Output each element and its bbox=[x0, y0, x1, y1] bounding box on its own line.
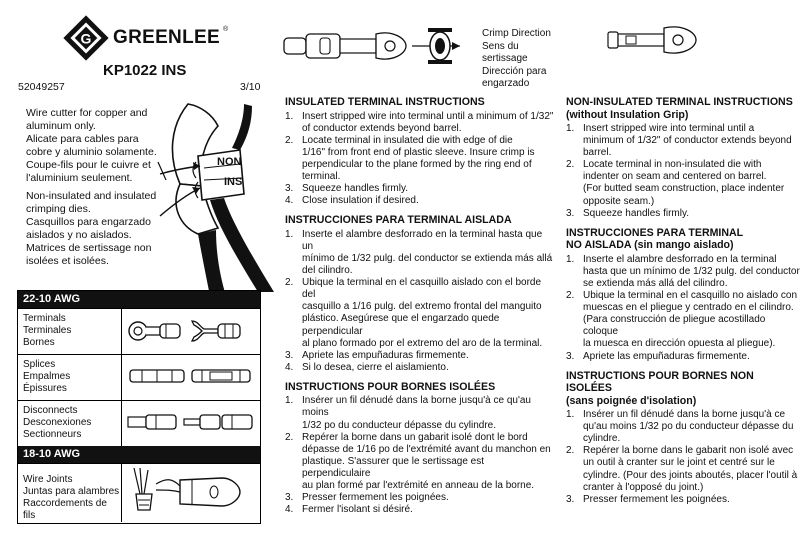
ring-fork-terminal-icon bbox=[122, 309, 258, 353]
step-line: 1/32 po du conducteur dépasse du cylindre. bbox=[302, 419, 497, 431]
title-line: INSTRUCTIONS POUR BORNES NON ISOLÉES bbox=[566, 369, 754, 395]
list-item: 3. Squeeze handles firmly. bbox=[566, 208, 802, 220]
noninsulated-fr-title bbox=[566, 370, 802, 408]
intro-line: isolées et isolées. bbox=[26, 255, 109, 267]
row-label-line: Bornes bbox=[23, 337, 55, 348]
splices-illustration bbox=[122, 355, 260, 400]
list-item: 2. Repérer la borne dans le gabarit non isolé avec un outil à cranter sur le joint et centré sur le cylindre. (Pour des joints aboutés, placer l'outil à cranter à l'opposé du joint.) bbox=[566, 445, 802, 493]
crimp-direction-line: sertissage bbox=[482, 53, 528, 64]
step-line: casquillo a 1/16 pulg. del extremo frontal del manguito bbox=[302, 301, 542, 313]
awg-band-22-10: 22-10 AWG bbox=[18, 291, 260, 308]
crimp-direction-figure bbox=[280, 22, 480, 72]
ins-die-label: INS bbox=[224, 176, 243, 188]
table-row bbox=[18, 308, 260, 354]
list-item: 1. Insert stripped wire into terminal until a minimum of 1/32" of conductor extends beyond barrel. bbox=[285, 110, 554, 134]
step-line: of conductor extends beyond barrel. bbox=[302, 122, 462, 134]
wire-joint-connector-icon bbox=[122, 464, 258, 520]
insulated-en-title: INSULATED TERMINAL INSTRUCTIONS bbox=[285, 96, 485, 108]
intro-line: l'aluminium seulement. bbox=[26, 172, 133, 184]
step-line: Locate terminal in insulated die with edge of die bbox=[302, 134, 513, 146]
step-line: la muesca en dirección opuesta al pliegue). bbox=[583, 338, 776, 350]
crimp-direction-line: Crimp Direction bbox=[482, 28, 551, 39]
list-item: 2. Repérer la borne dans un gabarit isolé dont le bord dépasse de 1/16 po de l'extrémité avant du manchon en plastique. S'assurer que le sertissage est perpendiculaire au plan formé par l'extrémité en anneau de la borne. bbox=[285, 432, 555, 492]
crimp-direction-line: Sens du bbox=[482, 40, 519, 52]
list-item: 2. Ubique la terminal en el casquillo no aislado con muescas en el pliegue y centrado en el cilindro. (Para construcción de pliegue acostillado coloque la muesca en dirección opuesta al pliegue). bbox=[566, 290, 802, 350]
crimp-direction-label bbox=[482, 28, 551, 91]
intro-line: aislados y no aislados. bbox=[26, 229, 132, 241]
list-item: 3. Apriete las empuñaduras firmemente. bbox=[566, 351, 802, 363]
step-line: Locate terminal in non-insulated die with bbox=[583, 159, 762, 171]
step-line: cylindre. bbox=[583, 433, 621, 445]
step-line: Repérer la borne dans un gabarit isolé dont le bord bbox=[302, 431, 528, 443]
intro-line: Non-insulated and insulated bbox=[26, 190, 157, 202]
intro-line: cobre y aluminio solamente. bbox=[26, 146, 157, 158]
intro-line: Alicate para cables para bbox=[26, 133, 139, 145]
intro-line: Coupe-fils pour le cuivre et bbox=[26, 159, 151, 171]
step-line: plastique. S'assurer que le sertissage est perpendiculaire bbox=[302, 455, 485, 479]
step-line: Insert stripped wire into terminal until a bbox=[583, 123, 755, 134]
model-number: KP1022 INS bbox=[103, 62, 187, 79]
intro-line: aluminum only. bbox=[26, 120, 96, 132]
step-line: Inserte el alambre desforrado en la terminal hasta que un bbox=[302, 228, 543, 252]
intro-line: crimping dies. bbox=[26, 203, 91, 215]
crimp-direction-line: Dirección para bbox=[482, 65, 547, 77]
row-label-line: Empalmes bbox=[23, 371, 71, 382]
step-line: opposite seam.) bbox=[583, 195, 655, 207]
step-line: del cilindro. bbox=[302, 265, 353, 277]
row-label-line: Splices bbox=[23, 359, 56, 370]
step-line: se extienda más allá del cilindro. bbox=[583, 277, 728, 289]
noninsulated-es-title bbox=[566, 227, 802, 252]
list-item: 1. Insert stripped wire into terminal until a minimum of 1/32" of conductor extends beyond barrel. bbox=[566, 123, 802, 159]
step-line: au plan formé par l'extrémité en anneau de la borne. bbox=[302, 480, 535, 492]
list-item: 4. Si lo desea, cierre el aislamiento. bbox=[285, 362, 555, 374]
title-line: NON-INSULATED TERMINAL INSTRUCTIONS bbox=[566, 96, 793, 108]
awg-table bbox=[17, 290, 261, 524]
intro-line: Wire cutter for copper and bbox=[26, 107, 148, 119]
table-row bbox=[18, 463, 260, 522]
title-line: INSTRUCCIONES PARA TERMINAL bbox=[566, 226, 744, 239]
step-line: indenter on seam and centered on barrel. bbox=[583, 171, 767, 183]
step-line: Apriete las empuñaduras firmemente. bbox=[302, 349, 469, 361]
step-line: Si lo desea, cierre el aislamiento. bbox=[302, 361, 449, 373]
row-label-line: Desconexiones bbox=[23, 417, 92, 428]
step-line: Close insulation if desired. bbox=[302, 195, 419, 207]
brand-registered-mark: ® bbox=[223, 26, 229, 33]
list-item: 1. Inserte el alambre desforrado en la terminal hasta que un mínimo de 1/32 pulg. del conductor se extienda más allá del cilindro. bbox=[285, 229, 555, 277]
list-item: 2. Ubique la terminal en el casquillo aislado con el borde del casquillo a 1/16 pulg. del extremo frontal del manguito plástico. Asegúrese que el engarzado quede perpendicular al plano formado por el extremo del aro de la terminal. bbox=[285, 277, 555, 350]
quick-disconnect-icon bbox=[122, 401, 258, 445]
non-die-label: NON bbox=[217, 156, 242, 168]
step-line: un outil à cranter sur le joint et centré sur le bbox=[583, 457, 775, 469]
step-line: barrel. bbox=[583, 147, 612, 159]
brand-logo bbox=[58, 14, 238, 62]
row-label-line: Raccordements de fils bbox=[23, 498, 107, 521]
title-line: (without Insulation Grip) bbox=[566, 108, 689, 121]
insulated-fr-steps bbox=[285, 395, 555, 516]
title-line: (sans poignée d'isolation) bbox=[566, 394, 697, 407]
brand-name: GREENLEE bbox=[113, 27, 220, 48]
step-line: hasta que un mínimo de 1/32 pulg. del conductor bbox=[583, 265, 800, 277]
row-label-line: Terminals bbox=[23, 313, 66, 324]
step-line: Fermer l'isolant si désiré. bbox=[302, 504, 413, 516]
step-line: Squeeze handles firmly. bbox=[583, 207, 689, 219]
list-item: 1. Inserte el alambre desforrado en la terminal hasta que un mínimo de 1/32 pulg. del conductor se extienda más allá del cilindro. bbox=[566, 254, 802, 290]
intro-line: Matrices de sertissage non bbox=[26, 242, 152, 254]
step-line: Squeeze handles firmly. bbox=[302, 183, 408, 195]
step-line: muescas en el pliegue y centrado en el cilindro. bbox=[583, 302, 794, 314]
row-label bbox=[18, 464, 122, 522]
step-line: Insérer un fil dénudé dans la borne jusqu'à ce bbox=[583, 409, 786, 421]
list-item: 1. Insérer un fil dénudé dans la borne jusqu'à ce qu'au moins 1/32 po du conducteur dépasse du cylindre. bbox=[566, 409, 802, 445]
step-line: cylindre. (Pour des joints aboutés, placer l'outil à bbox=[583, 469, 798, 481]
step-line: al plano formado por el extremo del aro de la terminal. bbox=[302, 337, 543, 349]
terminals-illustration bbox=[122, 309, 260, 354]
table-row bbox=[18, 354, 260, 400]
list-item: 2. Locate terminal in non-insulated die with indenter on seam and centered on barrel. (For butted seam construction, place indenter opposite seam.) bbox=[566, 159, 802, 207]
list-item: 2. Locate terminal in insulated die with edge of die 1/16" from front end of plastic sleeve. Insure crimp is perpendicular to the plane formed by the ring end of terminal. bbox=[285, 135, 555, 183]
non-insulated-terminal-figure bbox=[604, 22, 724, 62]
step-line: minimum of 1/32" of conductor extends beyond bbox=[583, 135, 792, 147]
insulated-fr-title: INSTRUCTIONS POUR BORNES ISOLÉES bbox=[285, 380, 496, 393]
list-item: 3. Squeeze handles firmly. bbox=[285, 183, 555, 195]
insulated-es-steps bbox=[285, 229, 555, 374]
noninsulated-es-steps bbox=[566, 254, 802, 363]
insulated-en-steps bbox=[285, 111, 555, 208]
noninsulated-en-steps bbox=[566, 123, 802, 220]
list-item: 3. Apriete las empuñaduras firmemente. bbox=[285, 350, 555, 362]
part-number: 52049257 bbox=[18, 81, 65, 93]
awg-band-18-10: 18-10 AWG bbox=[18, 446, 260, 463]
list-item: 3. Presser fermement les poignées. bbox=[566, 494, 802, 506]
row-label-line: Wire Joints bbox=[23, 474, 73, 485]
row-label bbox=[18, 401, 122, 446]
step-line: (For butted seam construction, place indenter bbox=[583, 183, 785, 195]
list-item: 3. Presser fermement les poignées. bbox=[285, 492, 555, 504]
step-line: Insérer un fil dénudé dans la borne jusqu'à ce qu'au moins bbox=[302, 395, 531, 419]
insulated-es-title: INSTRUCCIONES PARA TERMINAL AISLADA bbox=[285, 214, 512, 227]
step-line: Repérer la borne dans le gabarit non isolé avec bbox=[583, 445, 794, 457]
step-line: perpendicular to the plane formed by the ring end of bbox=[302, 158, 532, 170]
row-label bbox=[18, 355, 122, 400]
revision-date: 3/10 bbox=[240, 81, 261, 93]
step-line: qu'au moins 1/32 po du conducteur dépasse du bbox=[583, 421, 794, 433]
list-item: 1. Insérer un fil dénudé dans la borne jusqu'à ce qu'au moins 1/32 po du conducteur dépasse du cylindre. bbox=[285, 395, 555, 431]
step-line: terminal. bbox=[302, 170, 341, 182]
table-row bbox=[18, 400, 260, 446]
step-line: Presser fermement les poignées. bbox=[302, 492, 449, 504]
row-label-line: Terminales bbox=[23, 325, 72, 336]
crimp-direction-line: engarzado bbox=[482, 78, 530, 89]
svg-text:G: G bbox=[80, 30, 92, 47]
greenlee-diamond-icon bbox=[62, 14, 110, 62]
crimper-tool-illustration bbox=[140, 96, 280, 296]
step-line: Ubique la terminal en el casquillo aislado con el borde del bbox=[302, 277, 542, 301]
step-line: 1/16" from front end of plastic sleeve. Insure crimp is bbox=[302, 146, 535, 158]
insulated-instructions bbox=[285, 96, 555, 516]
row-label-line: Sectionneurs bbox=[23, 429, 82, 440]
step-line: Apriete las empuñaduras firmemente. bbox=[583, 350, 750, 362]
step-line: plástico. Asegúrese que el engarzado quede perpendicular bbox=[302, 313, 500, 337]
step-line: cranter à l'opposé du joint.) bbox=[583, 481, 704, 493]
row-label bbox=[18, 309, 122, 354]
step-line: Inserte el alambre desforrado en la terminal bbox=[583, 253, 777, 265]
butt-splice-icon bbox=[122, 355, 258, 399]
row-label-line: Épissures bbox=[23, 383, 67, 394]
disconnects-illustration bbox=[122, 401, 260, 446]
step-line: Insert stripped wire into terminal until a minimum of 1/32" bbox=[302, 110, 554, 122]
title-line: NO AISLADA (sin mango aislado) bbox=[566, 239, 734, 252]
step-line: (Para construcción de pliegue acostillado coloque bbox=[583, 314, 766, 338]
intro-line: Casquillos para engarzado bbox=[26, 216, 151, 228]
row-label-line: Juntas para alambres bbox=[23, 486, 120, 497]
noninsulated-fr-steps bbox=[566, 409, 802, 506]
noninsulated-en-title bbox=[566, 96, 802, 121]
list-item: 4. Fermer l'isolant si désiré. bbox=[285, 504, 555, 516]
non-insulated-instructions bbox=[566, 96, 802, 506]
step-line: Ubique la terminal en el casquillo no aislado con bbox=[583, 290, 798, 302]
step-line: dépasse de 1/16 po de l'extrémité avant du manchon en bbox=[302, 443, 551, 455]
list-item: 4. Close insulation if desired. bbox=[285, 195, 555, 207]
step-line: Presser fermement les poignées. bbox=[583, 493, 730, 505]
row-label-line: Disconnects bbox=[23, 405, 78, 416]
wire-joints-illustration bbox=[122, 464, 260, 522]
step-line: mínimo de 1/32 pulg. del conductor se extienda más allá bbox=[302, 252, 553, 264]
